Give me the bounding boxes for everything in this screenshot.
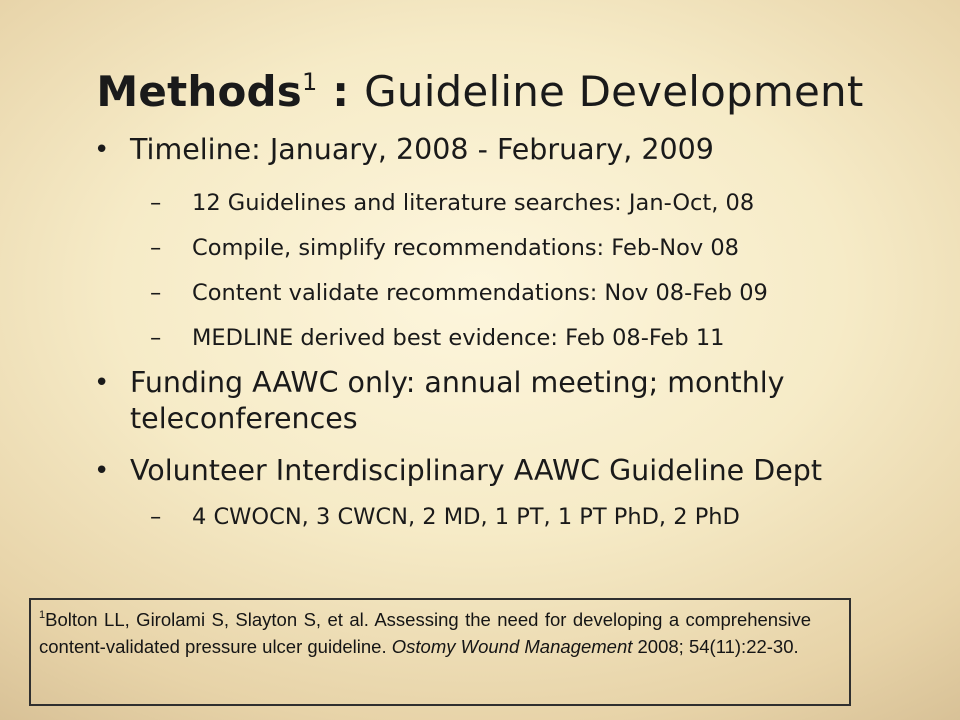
footnote-volume: 2008; 54(11):22-30. (632, 636, 799, 657)
sub-item (92, 188, 932, 218)
footnote-journal-part-1: Ostomy Wound (391, 636, 520, 657)
title-footnote-marker: 1 (302, 68, 318, 96)
bullet-icon: • (94, 135, 110, 165)
footnote-journal-part-2: Management (524, 636, 633, 657)
bullet-icon: • (94, 368, 110, 398)
bullet-text: Volunteer Interdisciplinary AAWC Guideline Dept (130, 454, 823, 487)
sub-item (92, 502, 932, 532)
dash-icon: – (150, 235, 162, 261)
bullet-text: Timeline: January, 2008 - February, 2009 (130, 133, 714, 166)
sub-item (92, 278, 932, 308)
footnote-marker: 1 (39, 609, 46, 621)
footnote-box (29, 598, 851, 706)
sub-item (92, 323, 932, 353)
sub-item-text: 12 Guidelines and literature searches: Jan-Oct, 08 (192, 190, 755, 216)
dash-icon: – (150, 325, 162, 351)
slide-title (0, 64, 960, 120)
bullet-text: Funding AAWC only: annual meeting; monthly teleconferences (130, 366, 785, 435)
bullet-list (92, 132, 932, 547)
title-separator: : (317, 67, 365, 116)
bullet-item-timeline (92, 132, 932, 168)
bullet-item-funding (92, 365, 932, 437)
sub-item-text: Content validate recommendations: Nov 08-Feb 09 (192, 280, 768, 306)
title-methods: Methods (96, 67, 302, 116)
sub-item-text: Compile, simplify recommendations: Feb-Nov 08 (192, 235, 739, 261)
footnote-citation: Bolton LL, Girolami S, Slayton S, et al. Assessing the need for developing a comprehensive content-validated pressure ulcer guideline. (39, 609, 811, 657)
sub-item-text: MEDLINE derived best evidence: Feb 08-Feb 11 (192, 325, 725, 351)
dash-icon: – (150, 190, 162, 216)
bullet-icon: • (94, 456, 110, 486)
sub-item (92, 233, 932, 263)
bullet-item-volunteer (92, 453, 932, 489)
title-subject: Guideline Development (364, 67, 864, 116)
dash-icon: – (150, 280, 162, 306)
dash-icon: – (150, 504, 162, 530)
sub-item-text: 4 CWOCN, 3 CWCN, 2 MD, 1 PT, 1 PT PhD, 2 PhD (192, 504, 740, 530)
